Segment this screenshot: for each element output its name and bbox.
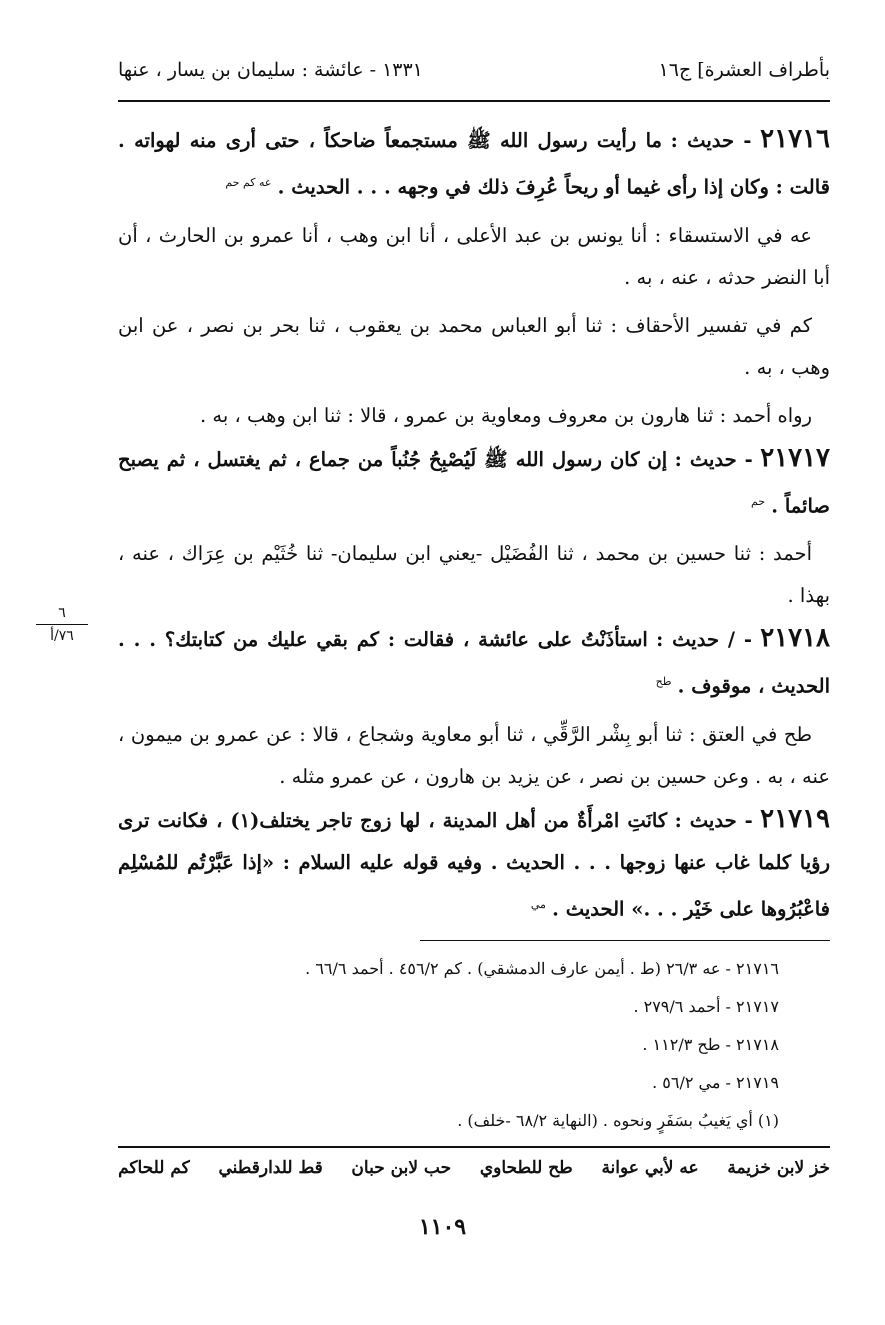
hadith-entry-21716 [118, 118, 830, 209]
margin-note-top: ٦ [58, 605, 66, 621]
footnote-rule [420, 940, 830, 941]
paragraph: رواه أحمد : ثنا هارون بن معروف ومعاوية بن عمرو ، قالا : ثنا ابن وهب ، به . [199, 403, 812, 427]
footnote: ٢١٧١٨ - طح ١١٢/٣ . [642, 1035, 779, 1054]
entry-heading: - / حديث : [656, 628, 752, 651]
manuscript-folio-note [36, 604, 88, 645]
page-number: ١١٠٩ [418, 1214, 467, 1240]
entry-text: ما رأيت رسول الله ﷺ مستجمعاً ضاحكاً ، حتى أرى منه لهواته . قالت : وكان إذا رأى غيما أو ريحاً عُرِفَ ذلك في وجهه . . . الحديث . [118, 129, 830, 199]
paragraph: كم في تفسير الأحقاف : ثنا أبو العباس محمد بن يعقوب ، ثنا بحر بن نصر ، عن ابن وهب ، به . [118, 313, 830, 379]
source-superscript: عه كم حم [225, 176, 272, 189]
entry-heading: - حديث : [674, 447, 753, 471]
margin-note-bottom: ٧٦/أ [50, 628, 74, 644]
abbreviation: عه لأبي عوانة [601, 1158, 699, 1178]
footnote: ٢١٧١٩ - مي ٥٦/٢ . [652, 1073, 779, 1092]
footnote: (١) أي يَغيبُ بسَفَرٍ ونحوه . (النهاية ٦٨/٢ -خلف) . [457, 1111, 779, 1130]
abbreviation: خز لابن خزيمة [727, 1158, 830, 1178]
entry-text: كانَتِ امْرأَةٌ من أهل المدينة ، لها زوج تاجر يختلف(١) ، فكانت ترى رؤيا كلما غاب عنها زوجها . . . الحديث . وفيه قوله عليه السلام : «إذا عَبَّرْتُم للمُسْلِم فاعْبُرُوها على خَيْر . . .» الحديث . [118, 808, 830, 920]
header-left: ١٣٣١ - عائشة : سليمان بن يسار ، عنها [118, 59, 423, 81]
abbreviations-rule [118, 1146, 830, 1148]
header-rule [118, 100, 830, 102]
hadith-entry-21719 [118, 798, 830, 931]
hadith-entry-21717 [118, 437, 830, 528]
entry-number: ٢١٧١٨ [760, 623, 831, 653]
hadith-entry-21718 [118, 617, 830, 708]
running-header [118, 52, 830, 88]
paragraph: أحمد : ثنا حسين بن محمد ، ثنا الفُضَيْل -يعني ابن سليمان- ثنا خُثَيْم بن عِرَاك ، عنه ، بهذا . [118, 542, 830, 607]
source-superscript: طح [655, 675, 672, 688]
paragraph: طح في العتق : ثنا أبو بِشْر الرَّقِّي ، ثنا أبو معاوية وشجاع ، قالا : عن عمرو بن ميمون ، عنه ، به . وعن حسين بن نصر ، عن يزيد بن هارون ، عن عمرو مثله . [118, 722, 830, 788]
header-right: بأطراف العشرة] ج١٦ [658, 59, 830, 81]
abbreviation: قط للدارقطني [218, 1158, 323, 1178]
entry-number: ٢١٧١٩ [760, 803, 830, 834]
footnote: ٢١٧١٧ - أحمد ٢٧٩/٦ . [633, 997, 779, 1016]
entry-text: استأذَنْتُ على عائشة ، فقالت : كم بقي عليك من كتابتك؟ . . . الحديث ، موقوف . [118, 628, 830, 698]
abbreviation: كم للحاكم [118, 1158, 190, 1178]
abbreviation: طح للطحاوي [479, 1158, 573, 1178]
margin-note-divider [36, 624, 88, 625]
footnotes [120, 950, 825, 1140]
entry-heading: - حديث : [674, 808, 753, 832]
entry-number: ٢١٧١٧ [760, 442, 831, 473]
source-superscript: حم [750, 494, 766, 508]
entry-heading: - حديث : [670, 129, 752, 152]
footnote: ٢١٧١٦ - عه ٢٦/٣ (ط . أيمن عارف الدمشقي) . كم ٤٥٦/٢ . أحمد ٦٦/٦ . [305, 959, 779, 978]
entry-text: إن كان رسول الله ﷺ لَيُصْبِحُ جُنُباً من جماع ، ثم يغتسل ، ثم يصبح صائماً . [118, 447, 830, 517]
source-superscript: مي [530, 897, 546, 911]
abbreviations-key [118, 1158, 830, 1178]
main-text [118, 118, 830, 930]
entry-number: ٢١٧١٦ [760, 124, 830, 154]
paragraph: عه في الاستسقاء : أنا يونس بن عبد الأعلى ، أنا ابن وهب ، أنا عمرو بن الحارث ، أن أبا النضر حدثه ، عنه ، به . [118, 223, 830, 289]
abbreviation: حب لابن حبان [351, 1158, 452, 1178]
